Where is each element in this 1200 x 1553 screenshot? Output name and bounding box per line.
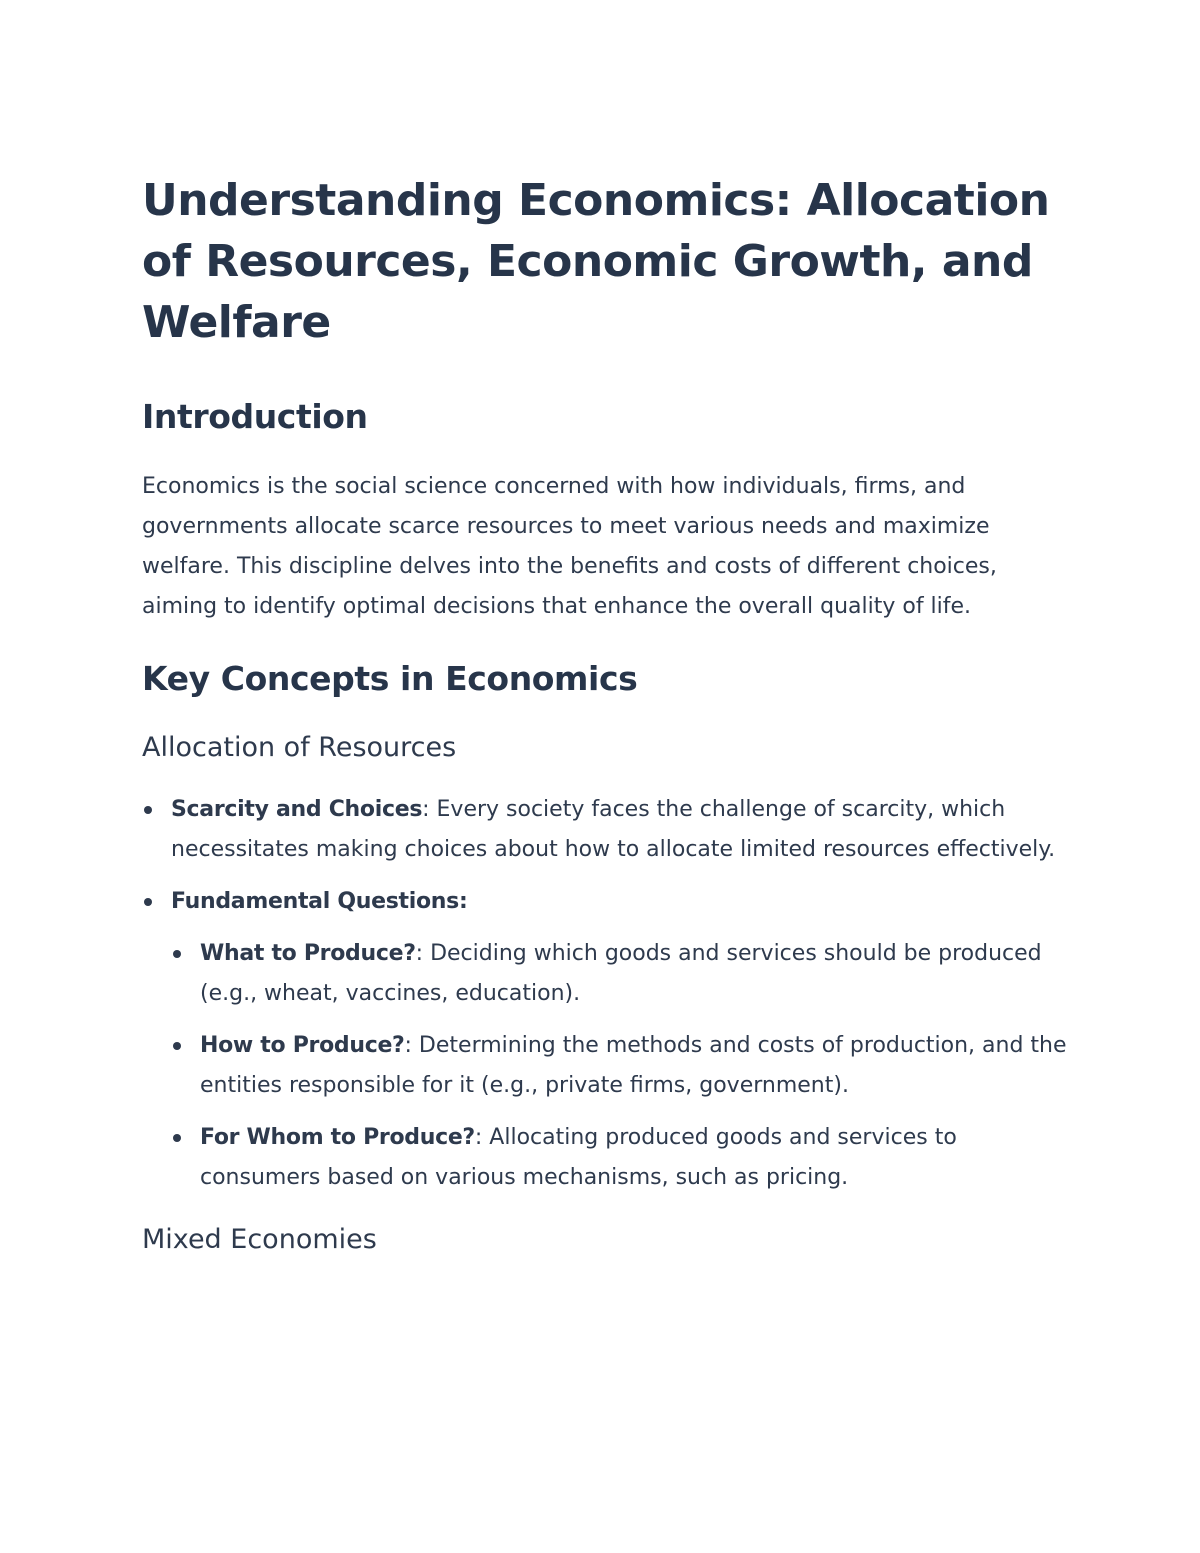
list-item-how-to-produce [171,1026,1072,1106]
bullet-icon [173,1134,181,1142]
fundamental-questions-list [171,934,1072,1198]
bullet-icon [173,950,181,958]
bullet-icon [144,806,152,814]
allocation-list [142,790,1072,1198]
list-item-text: : [458,889,468,914]
list-item-term: Scarcity and Choices [171,797,423,822]
list-item-what-to-produce [171,934,1072,1014]
list-item-text: : Allocating produced goods and services to consumers based on various mechanisms, such as pricing. [200,1125,957,1190]
list-item-text: : Determining the methods and costs of production, and the entities responsible for it (e.g., private firms, government). [200,1033,1067,1098]
document-page [142,170,1072,1260]
introduction-heading: Introduction [142,397,368,436]
introduction-paragraph: Economics is the social science concerned with how individuals, firms, and governments allocate scarce resources to meet various needs and maximize welfare. This discipline delves into the benefits and costs of different choices, aiming to identify optimal decisions that enhance the overall quality of life. [142,474,997,619]
list-item-scarcity [142,790,1072,870]
list-item-term: What to Produce? [200,941,416,966]
list-item-text: : Every society faces the challenge of scarcity, which necessitates making choices about how to allocate limited resources effectively. [171,797,1056,862]
bullet-icon [144,898,152,906]
list-item-for-whom-to-produce [171,1118,1072,1198]
document-title: Understanding Economics: Allocation of Resources, Economic Growth, and Welfare [142,175,1050,348]
list-item-term: Fundamental Questions [171,889,459,914]
list-item-text: : Deciding which goods and services should be produced (e.g., wheat, vaccines, education). [200,941,1042,1006]
mixed-economies-heading: Mixed Economies [142,1224,377,1255]
list-item-fundamental-questions [142,882,1072,1198]
key-concepts-heading: Key Concepts in Economics [142,659,638,698]
list-item-term: For Whom to Produce? [200,1125,475,1150]
allocation-heading: Allocation of Resources [142,732,457,763]
bullet-icon [173,1042,181,1050]
list-item-term: How to Produce? [200,1033,405,1058]
